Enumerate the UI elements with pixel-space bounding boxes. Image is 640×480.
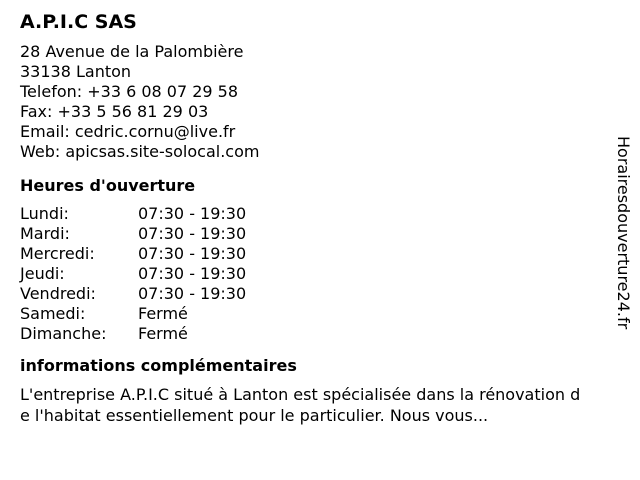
company-name: A.P.I.C SAS <box>20 11 137 33</box>
hours-row-sunday <box>20 324 600 344</box>
hours-day: Lundi: <box>20 204 69 223</box>
hours-row-wednesday <box>20 244 600 264</box>
site-watermark: Horairesdouverture24.fr <box>614 136 633 330</box>
hours-day: Samedi: <box>20 304 86 323</box>
hours-row-saturday <box>20 304 600 324</box>
hours-day: Dimanche: <box>20 324 107 343</box>
hours-day: Jeudi: <box>20 264 65 283</box>
hours-row-monday <box>20 204 600 224</box>
fax-number: Fax: +33 5 56 81 29 03 <box>20 102 209 121</box>
hours-time: Fermé <box>138 304 188 323</box>
hours-day: Vendredi: <box>20 284 96 303</box>
business-card <box>20 10 600 426</box>
hours-time: 07:30 - 19:30 <box>138 204 247 223</box>
hours-time: 07:30 - 19:30 <box>138 244 247 263</box>
hours-row-friday <box>20 284 600 304</box>
additional-info-text: L'entreprise A.P.I.C situé à Lanton est spécialisée dans la rénovation de l'habitat essentiellement pour le particulier. Nous vous... <box>20 385 581 425</box>
hours-row-thursday <box>20 264 600 284</box>
hours-time: Fermé <box>138 324 188 343</box>
additional-info-heading: informations complémentaires <box>20 356 297 375</box>
website-address: Web: apicsas.site-solocal.com <box>20 142 260 161</box>
street-address: 28 Avenue de la Palombière <box>20 42 244 61</box>
opening-hours-table <box>20 204 600 344</box>
hours-day: Mardi: <box>20 224 70 243</box>
email-address: Email: cedric.cornu@live.fr <box>20 122 236 141</box>
opening-hours-heading: Heures d'ouverture <box>20 176 196 195</box>
city-address: 33138 Lanton <box>20 62 132 81</box>
phone-number: Telefon: +33 6 08 07 29 58 <box>20 82 239 101</box>
contact-block <box>20 42 600 162</box>
hours-row-tuesday <box>20 224 600 244</box>
hours-time: 07:30 - 19:30 <box>138 264 247 283</box>
hours-time: 07:30 - 19:30 <box>138 224 247 243</box>
hours-day: Mercredi: <box>20 244 95 263</box>
hours-time: 07:30 - 19:30 <box>138 284 247 303</box>
